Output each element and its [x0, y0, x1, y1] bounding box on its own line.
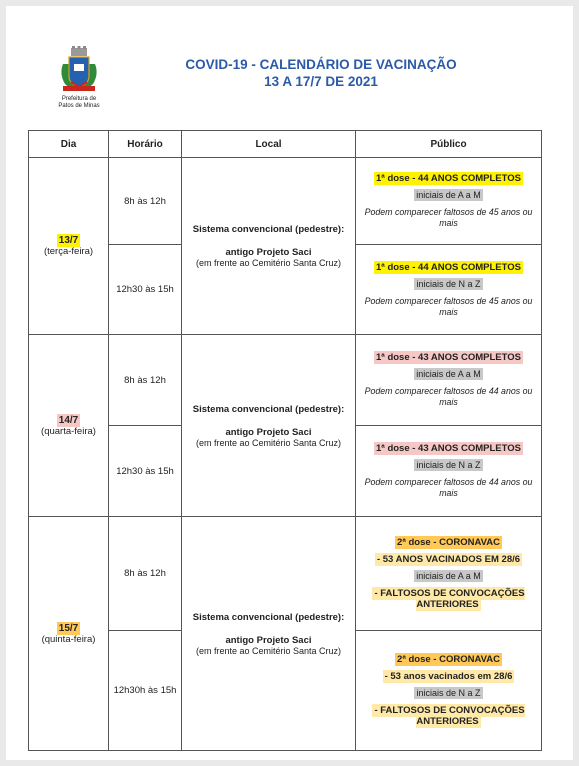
city-coat-of-arms-logo [44, 46, 114, 114]
location-reference: (em frente ao Cemitério Santa Cruz) [195, 437, 342, 448]
dose-label: 1ª dose - 44 ANOS COMPLETOS [376, 261, 521, 273]
location-cell [182, 517, 356, 751]
extra-label: - FALTOSOS DE CONVOCAÇÕES ANTERIORES [374, 588, 525, 610]
dose-label: 2ª dose - CORONAVAC [397, 537, 500, 548]
time-cell: 8h às 12h [109, 335, 182, 426]
note-label: Podem comparecer faltosos de 45 anos ou mais [364, 207, 533, 228]
note-label: Podem comparecer faltosos de 44 anos ou mais [364, 477, 533, 498]
day-cell [29, 517, 109, 751]
column-header-day: Dia [29, 131, 109, 158]
dose-label: 1ª dose - 43 ANOS COMPLETOS [376, 443, 521, 454]
note-label: Podem comparecer faltosos de 44 anos ou mais [364, 386, 533, 407]
table-row [29, 335, 542, 426]
location-reference: (em frente ao Cemitério Santa Cruz) [195, 645, 342, 656]
initials-label: iniciais de N a Z [416, 688, 481, 698]
time-cell: 8h às 12h [109, 158, 182, 245]
extra-label: - FALTOSOS DE CONVOCAÇÕES ANTERIORES [374, 705, 525, 727]
logo-caption [44, 96, 114, 110]
audience-cell [356, 335, 542, 426]
location-system: Sistema convencional (pedestre): [192, 611, 345, 623]
dose-label: 1ª dose - 43 ANOS COMPLETOS [376, 352, 521, 363]
dose-label: 1ª dose - 44 ANOS COMPLETOS [376, 173, 521, 184]
logo-caption-line1: Prefeitura de [61, 96, 97, 102]
location-reference: (em frente ao Cemitério Santa Cruz) [195, 258, 342, 268]
time-cell: 12h30 às 15h [109, 245, 182, 335]
location-place: antigo Projeto Saci [225, 247, 312, 258]
day-weekday: (terça-feira) [43, 246, 94, 257]
dose-label: 2ª dose - CORONAVAC [397, 654, 500, 665]
location-cell [182, 335, 356, 517]
table-row [29, 158, 542, 245]
initials-label: iniciais de A a M [416, 571, 481, 581]
coat-of-arms-icon [57, 46, 101, 94]
location-place: antigo Projeto Saci [225, 634, 312, 646]
initials-label: iniciais de N a Z [416, 278, 481, 289]
initials-label: iniciais de A a M [416, 190, 481, 200]
document-page [6, 6, 573, 760]
group-label: - 53 anos vacinados em 28/6 [384, 671, 513, 682]
time-cell: 12h30h às 15h [109, 631, 182, 751]
table-header-row [29, 131, 542, 158]
group-label: - 53 ANOS VACINADOS EM 28/6 [376, 554, 521, 565]
title-line-2: 13 A 17/7 DE 2021 [264, 74, 378, 89]
column-header-time: Horário [109, 131, 182, 158]
vaccination-schedule-table [28, 130, 542, 751]
location-cell [182, 158, 356, 335]
logo-caption-line2: Patos de Minas [58, 103, 100, 109]
note-label: Podem comparecer faltosos de 45 anos ou mais [364, 295, 533, 317]
time-cell: 8h às 12h [109, 517, 182, 631]
column-header-location: Local [182, 131, 356, 158]
initials-label: iniciais de A a M [416, 369, 481, 379]
audience-cell [356, 517, 542, 631]
table-row [29, 517, 542, 631]
page-title [156, 56, 486, 90]
day-date: 14/7 [58, 414, 79, 426]
title-line-1: COVID-19 - CALENDÁRIO DE VACINAÇÃO [185, 57, 457, 72]
column-header-audience: Público [356, 131, 542, 158]
day-date: 15/7 [58, 622, 79, 634]
initials-label: iniciais de N a Z [416, 460, 481, 470]
audience-cell [356, 245, 542, 335]
day-cell [29, 335, 109, 517]
time-cell: 12h30 às 15h [109, 426, 182, 517]
audience-cell [356, 631, 542, 751]
audience-cell [356, 158, 542, 245]
location-system: Sistema convencional (pedestre): [192, 403, 345, 415]
day-date: 13/7 [58, 235, 79, 246]
day-weekday: (quinta-feira) [41, 633, 96, 645]
day-weekday: (quarta-feira) [41, 425, 96, 437]
location-place: antigo Projeto Saci [225, 426, 312, 438]
day-cell [29, 158, 109, 335]
audience-cell [356, 426, 542, 517]
location-system: Sistema convencional (pedestre): [192, 224, 345, 235]
